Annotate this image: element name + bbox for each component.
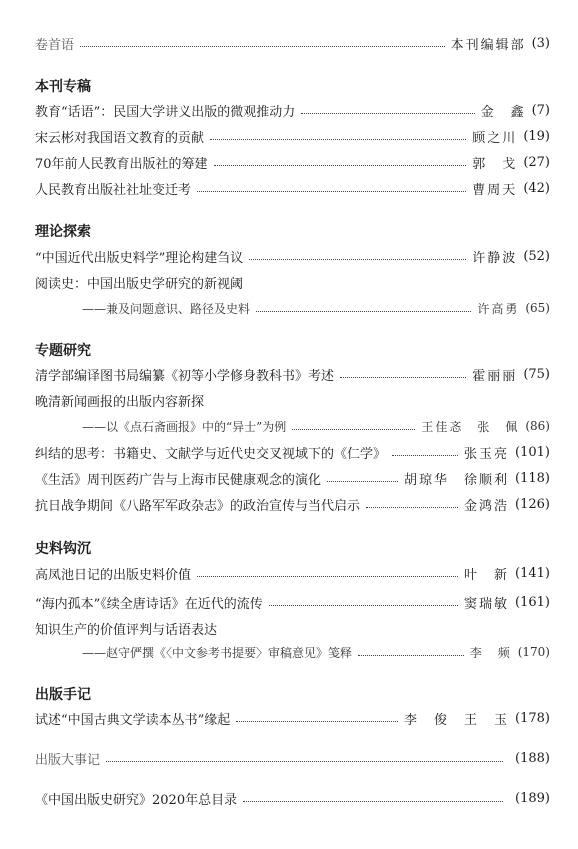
entry-title: 《生活》周刊医药广告与上海市民健康观念的演化: [35, 472, 322, 488]
leader-dots: [327, 480, 398, 482]
toc-entry-subtitle-line[interactable]: [82, 298, 550, 318]
entry-title: 70年前人民教育出版社的筹建: [35, 156, 208, 172]
entry-title: 抗日战争期间《八路军军政杂志》的政治宣传与当代启示: [35, 498, 361, 514]
entry-author: 金鸿浩: [464, 498, 510, 514]
entry-subtitle: ——以《点石斋画报》中的“异士”为例: [82, 419, 287, 434]
entry-author: 曹周天: [472, 182, 518, 198]
entry-page: (86): [525, 419, 550, 433]
entry-page: (7): [531, 102, 550, 118]
entry-title: 清学部编译图书局编纂《初等小学修身教科书》考述: [35, 368, 335, 384]
leader-dots: [269, 604, 458, 606]
entry-page: (27): [523, 154, 550, 170]
entry-author: 顾之川: [472, 130, 518, 146]
leader-dots: [340, 376, 466, 378]
entry-title: 《中国出版史研究》2020年总目录: [35, 792, 238, 808]
section-heading: 本刊专稿: [35, 79, 91, 95]
entry-title: 教育“话语”：民国大学讲义出版的微观推动力: [35, 104, 296, 120]
leader-dots: [236, 720, 398, 722]
leader-dots: [197, 190, 466, 192]
leader-dots: [301, 112, 474, 114]
entry-page: (101): [515, 444, 550, 460]
entry-page: (126): [515, 496, 550, 512]
toc-entry[interactable]: [35, 272, 550, 292]
entry-page: (3): [531, 35, 550, 51]
leader-dots: [243, 800, 503, 802]
leader-dots: [292, 428, 415, 430]
toc-entry-events[interactable]: [35, 748, 550, 768]
entry-title: 高凤池日记的出版史料价值: [35, 567, 192, 583]
toc-entry-subtitle-line[interactable]: [82, 642, 550, 662]
leader-dots: [392, 454, 458, 456]
entry-author: 许高勇: [477, 301, 520, 316]
entry-title: “海内孤本”《续全唐诗话》在近代的流传: [35, 596, 263, 612]
entry-page: (118): [515, 470, 550, 486]
leader-dots: [80, 45, 445, 47]
leader-dots: [366, 506, 458, 508]
entry-page: (65): [525, 301, 550, 315]
entry-author: 许静波: [472, 250, 518, 266]
entry-title: 阅读史：中国出版史学研究的新视阈: [35, 276, 244, 292]
toc-entry-subtitle-line[interactable]: [82, 416, 550, 436]
toc-entry[interactable]: [35, 126, 550, 146]
entry-title: 晚清新闻画报的出版内容新探: [35, 394, 205, 410]
toc-entry[interactable]: [35, 100, 550, 120]
entry-page: (52): [523, 248, 550, 264]
entry-author: 王佳忞 张 佩: [421, 419, 520, 434]
entry-subtitle: ——赵守俨撰《〈中文参考书提要〉审稿意见》笺释: [82, 645, 353, 660]
entry-author: 本刊编辑部: [450, 37, 526, 53]
entry-title: 宋云彬对我国语文教育的贡献: [35, 130, 205, 146]
toc-entry[interactable]: [35, 152, 550, 172]
section-heading: 专题研究: [35, 343, 91, 359]
leader-dots: [256, 310, 471, 312]
leader-dots: [106, 760, 503, 762]
entry-author: 李 频: [469, 645, 512, 660]
section-heading: 理论探索: [35, 224, 91, 240]
toc-entry-annual-index[interactable]: [35, 788, 550, 808]
toc-entry[interactable]: [35, 708, 550, 728]
entry-title: “中国近代出版史料学”理论构建刍议: [35, 250, 244, 266]
entry-page: (161): [515, 594, 550, 610]
leader-dots: [210, 138, 466, 140]
entry-author: 张玉亮: [464, 446, 510, 462]
entry-page: (141): [515, 565, 550, 581]
toc-entry[interactable]: [35, 364, 550, 384]
entry-author: 李 俊 王 玉: [404, 712, 510, 728]
entry-title: 卷首语: [35, 37, 75, 53]
leader-dots: [358, 654, 464, 656]
entry-title: 人民教育出版社社址变迁考: [35, 182, 192, 198]
toc-entry[interactable]: [35, 592, 550, 612]
entry-author: 叶 新: [464, 567, 510, 583]
entry-author: 金 鑫: [480, 104, 526, 120]
toc-entry[interactable]: [35, 246, 550, 266]
section-heading: 出版手记: [35, 687, 91, 703]
entry-author: 霍丽丽: [472, 368, 518, 384]
toc-entry[interactable]: [35, 178, 550, 198]
entry-title: 试述“中国古典文学读本丛书”缘起: [35, 712, 231, 728]
entry-title: 出版大事记: [35, 752, 101, 768]
toc-entry[interactable]: [35, 390, 550, 410]
toc-entry[interactable]: [35, 468, 550, 488]
toc-entry[interactable]: [35, 563, 550, 583]
entry-page: (75): [523, 366, 550, 382]
leader-dots: [249, 258, 466, 260]
toc-entry[interactable]: [35, 442, 550, 462]
entry-page: (188): [515, 750, 550, 766]
entry-subtitle: ——兼及问题意识、路径及史料: [82, 301, 251, 316]
toc-entry[interactable]: [35, 494, 550, 514]
toc-entry[interactable]: [35, 618, 550, 638]
section-heading: 史料钩沉: [35, 541, 91, 557]
entry-title: 知识生产的价值评判与话语表达: [35, 622, 218, 638]
entry-page: (189): [515, 790, 550, 806]
entry-page: (19): [523, 128, 550, 144]
entry-author: 窦瑞敏: [464, 596, 510, 612]
entry-author: 郭 戈: [472, 156, 518, 172]
entry-author: 胡琼华 徐顺利: [404, 472, 510, 488]
entry-page: (42): [523, 180, 550, 196]
entry-title: 纠结的思考：书籍史、文献学与近代史交叉视域下的《仁学》: [35, 446, 387, 462]
entry-page: (170): [517, 645, 550, 659]
leader-dots: [214, 164, 467, 166]
entry-page: (178): [515, 710, 550, 726]
toc-entry-intro[interactable]: [35, 33, 550, 53]
leader-dots: [197, 575, 458, 577]
